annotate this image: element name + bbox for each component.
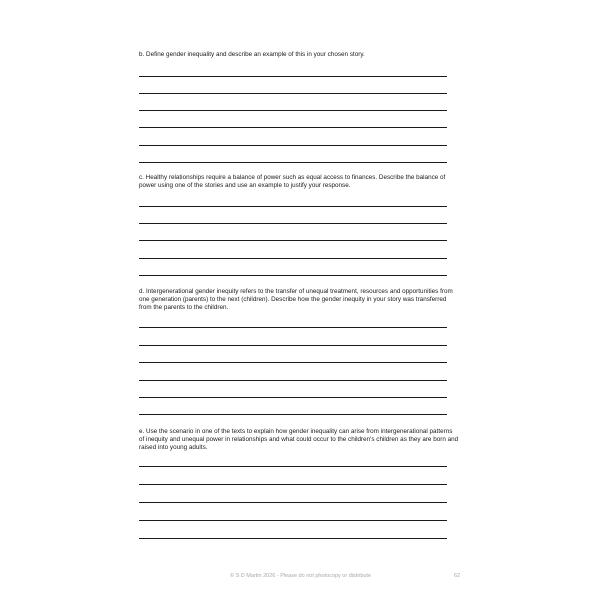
answer-line	[139, 466, 447, 467]
answer-line	[139, 502, 447, 503]
question-e-prompt: e. Use the scenario in one of the texts to explain how gender inequality can arise from intergenerational patterns of inequity and unequal power in relationships and what could occur to the children's children as they are born and raised into young adults.	[139, 428, 459, 452]
question-c-prompt: c. Healthy relationships require a balance of power such as equal access to finances. Describe the balance of power using one of the stories and use an example to justify your response.	[139, 174, 446, 190]
answer-line	[139, 397, 447, 398]
copyright-notice: © S D Martin 2026 - Please do not photocopy or distribute	[230, 573, 372, 579]
answer-line	[139, 206, 447, 207]
answer-line	[139, 345, 447, 346]
answer-line	[139, 380, 447, 381]
answer-line	[139, 145, 447, 146]
answer-line	[139, 258, 447, 259]
answer-line	[139, 76, 447, 77]
answer-line	[139, 110, 447, 111]
answer-line	[139, 93, 447, 94]
answer-line	[139, 484, 447, 485]
answer-line	[139, 223, 447, 224]
question-d-prompt: d. Intergenerational gender inequity refers to the transfer of unequal treatment, resources and opportunities from one generation (parents) to the next (children). Describe how the gender inequity in your story was transferred from the parents to the children.	[139, 288, 453, 312]
answer-line	[139, 414, 447, 415]
answer-line	[139, 327, 447, 328]
answer-line	[139, 362, 447, 363]
question-b-prompt: b. Define gender inequality and describe an example of this in your chosen story.	[139, 51, 365, 58]
answer-line	[139, 240, 447, 241]
answer-line	[139, 127, 447, 128]
page-footer	[0, 573, 600, 583]
answer-line	[139, 538, 447, 539]
answer-line	[139, 162, 447, 163]
answer-line	[139, 275, 447, 276]
answer-line	[139, 520, 447, 521]
page-number: 62	[454, 573, 461, 579]
